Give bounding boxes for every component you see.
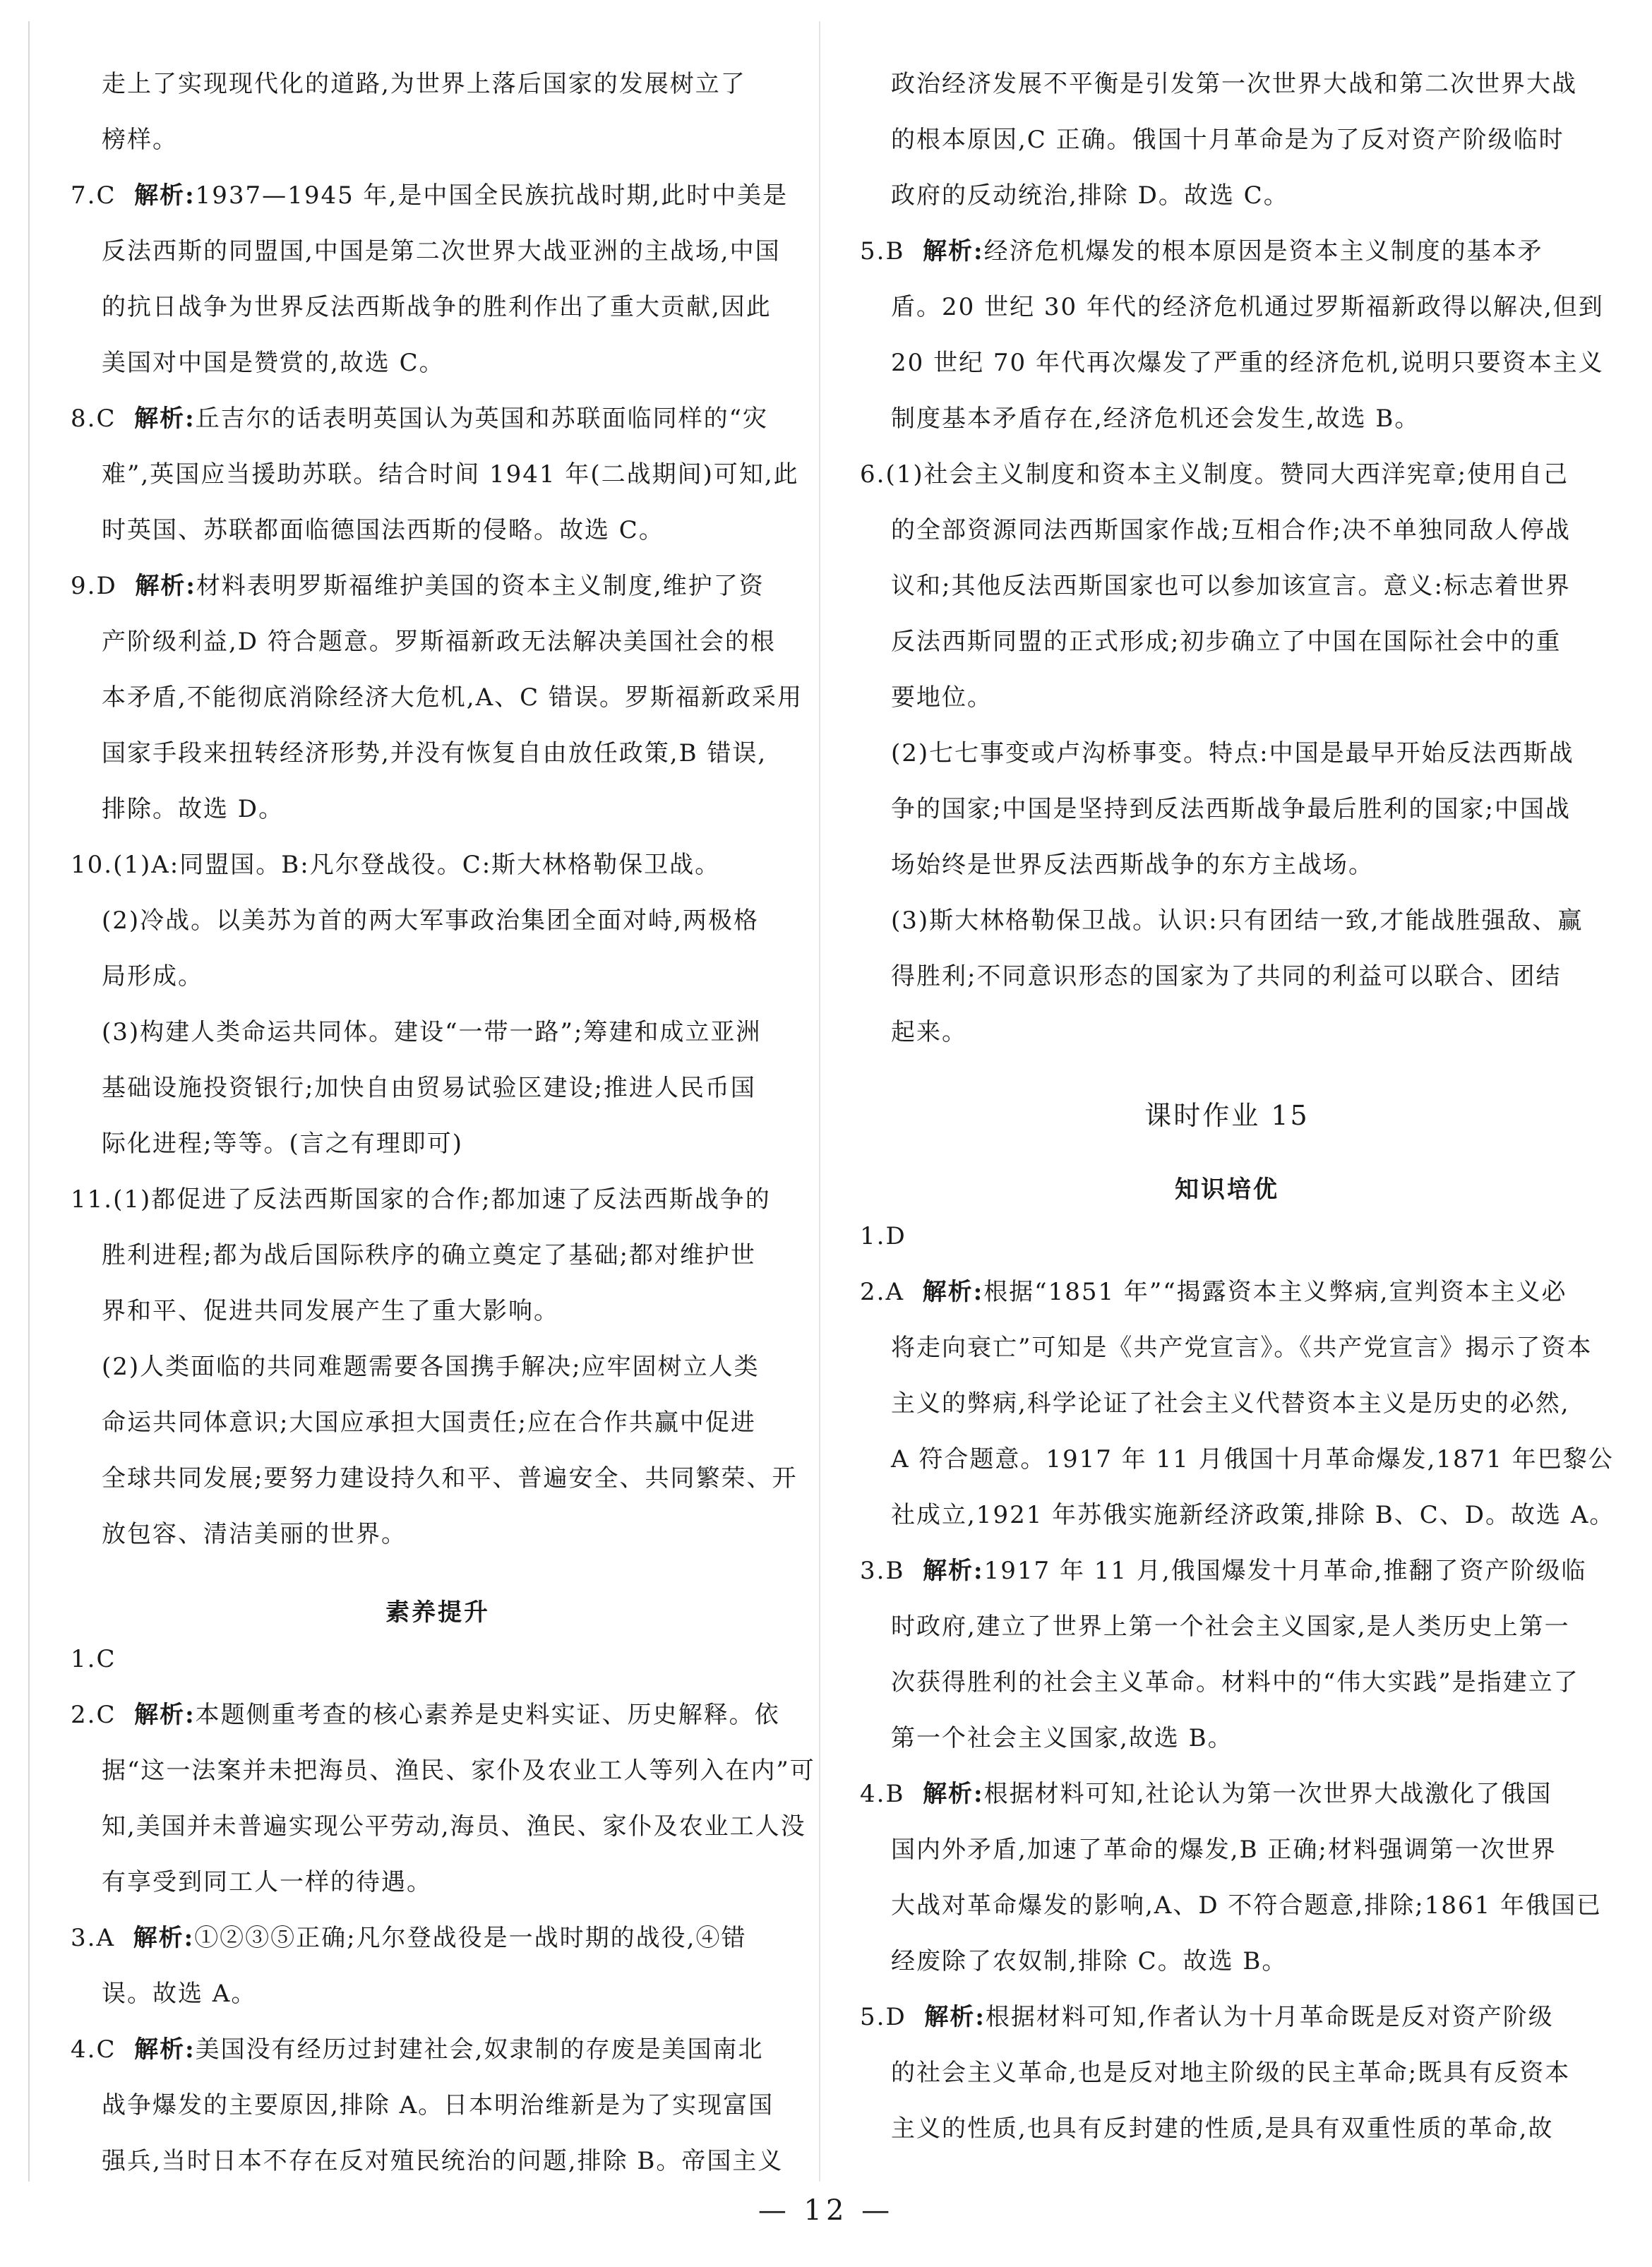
line-text: 20 世纪 70 年代再次爆发了严重的经济危机,说明只要资本主义 [891, 349, 1604, 377]
line-text: 据“这一法案并未把海员、渔民、家仆及农业工人等列入在内”可 [102, 1757, 815, 1785]
answer-number: 11. [71, 1185, 114, 1214]
subsection-heading: 素养提升 [385, 1598, 490, 1627]
line-text: 榜样。 [102, 126, 178, 154]
line-text: 社成立,1921 年苏俄实施新经济政策,排除 B、C、D。故选 A。 [891, 1501, 1615, 1529]
line-text: 排除。故选 D。 [102, 795, 285, 823]
answer-number: 4.B [860, 1780, 905, 1808]
line-text: (3)斯大林格勒保卫战。认识:只有团结一致,才能战胜强敌、赢 [891, 907, 1584, 935]
answer-text-line [860, 1726, 1594, 1782]
answer-text-line [860, 1389, 1594, 1447]
line-text: 命运共同体意识;大国应承担大国责任;应在合作共赢中促进 [102, 1408, 756, 1437]
subsection-heading: 知识培优 [1175, 1176, 1279, 1204]
line-text: 经济危机爆发的根本原因是资本主义制度的基本矛 [983, 237, 1543, 265]
answer-text-line [860, 128, 1594, 184]
line-text: 盾。20 世纪 30 年代的经济危机通过罗斯福新政得以解决,但到 [891, 293, 1604, 321]
analysis-label: 解析: [923, 1557, 984, 1585]
analysis-label: 解析: [135, 572, 196, 600]
answer-text-line [860, 407, 1594, 462]
answer-item-line [860, 1782, 1594, 1838]
answer-item-line [860, 2005, 1594, 2061]
answer-text-line [860, 72, 1594, 128]
answer-text-line [71, 72, 805, 128]
line-text: 战争爆发的主要原因,排除 A。日本明治维新是为了实现富国 [102, 2091, 774, 2119]
answer-item-line [71, 407, 805, 462]
line-text: 美国对中国是赞赏的,故选 C。 [102, 349, 445, 377]
answer-text-line [71, 351, 805, 407]
answer-number: 2.C [71, 1701, 116, 1729]
line-text: 局形成。 [102, 962, 203, 991]
answer-item-line [71, 2035, 805, 2093]
answer-text-line [71, 128, 805, 184]
line-text: ①②③⑤正确;凡尔登战役是一战时期的战役,④错 [194, 1924, 747, 1952]
line-text: 政府的反动统治,排除 D。故选 C。 [891, 181, 1289, 210]
line-text: 主义的弊病,科学论证了社会主义代替资本主义是历史的必然, [891, 1389, 1570, 1418]
line-text: 界和平、促进共同发展产生了重大影响。 [102, 1297, 559, 1325]
line-text: 的根本原因,C 正确。俄国十月革命是为了反对资产阶级临时 [891, 126, 1564, 154]
left-margin-rule [28, 21, 30, 2182]
line-text: 有享受到同工人一样的待遇。 [102, 1868, 432, 1896]
answer-number: 2.A [860, 1278, 904, 1306]
answer-number: 5.B [860, 237, 905, 265]
answer-item-line [71, 1185, 805, 1243]
line-text: 国内外矛盾,加速了革命的爆发,B 正确;材料强调第一次世界 [891, 1836, 1557, 1864]
left-column [71, 70, 815, 2205]
line-text: 起来。 [891, 1018, 967, 1046]
answer-item-line [71, 1647, 805, 1703]
answer-number: 10. [71, 851, 114, 879]
line-text: 经废除了农奴制,排除 C。故选 B。 [891, 1947, 1288, 1975]
line-text: 反法西斯同盟的正式形成;初步确立了中国在国际社会中的重 [891, 628, 1562, 656]
answer-text-line [860, 741, 1594, 797]
line-text: 放包容、清洁美丽的世界。 [102, 1520, 407, 1548]
answer-text-line [71, 1076, 805, 1132]
answer-text-line [860, 181, 1594, 239]
line-text: 政治经济发展不平衡是引发第一次世界大战和第二次世界大战 [891, 70, 1577, 98]
answer-text-line [860, 1891, 1603, 1949]
answer-item-line [860, 1224, 1594, 1280]
answer-text-line [860, 518, 1594, 574]
answer-number: 4.C [71, 2035, 116, 2064]
analysis-label: 解析: [133, 1924, 195, 1952]
line-text: 1917 年 11 月,俄国爆发十月革命,推翻了资产阶级临 [983, 1557, 1587, 1585]
answer-text-line [71, 741, 805, 797]
answer-text-line [71, 1466, 805, 1522]
answer-number: 9.D [71, 572, 117, 600]
line-text: 胜利进程;都为战后国际秩序的确立奠定了基础;都对维护世 [102, 1241, 756, 1269]
line-text: 大战对革命爆发的影响,A、D 不符合题意,排除;1861 年俄国已 [891, 1891, 1603, 1920]
answer-text-line [860, 964, 1594, 1020]
answer-number: 6. [860, 460, 886, 489]
line-text: (1)A:同盟国。B:凡尔登战役。C:斯大林格勒保卫战。 [113, 851, 721, 879]
line-text: 产阶级利益,D 符合题意。罗斯福新政无法解决美国社会的根 [102, 628, 776, 656]
answer-number: 7.C [71, 181, 116, 210]
answer-text-line [71, 2093, 805, 2149]
line-text: 本矛盾,不能彻底消除经济大危机,A、C 错误。罗斯福新政采用 [102, 683, 803, 712]
line-text: A 符合题意。1917 年 11 月俄国十月革命爆发,1871 年巴黎公 [891, 1445, 1614, 1473]
line-text: 根据材料可知,社论认为第一次世界大战激化了俄国 [983, 1780, 1552, 1808]
line-text: 场始终是世界反法西斯战争的东方主战场。 [891, 851, 1374, 879]
line-text: 时英国、苏联都面临德国法西斯的侵略。故选 C。 [102, 516, 664, 544]
answer-item-line [860, 1280, 1594, 1336]
analysis-label: 解析: [134, 1701, 196, 1729]
line-text: 际化进程;等等。(言之有理即可) [102, 1130, 463, 1158]
page-number: — 12 — [758, 2194, 894, 2227]
answer-text-line [71, 1982, 805, 2038]
answer-number: 1.D [860, 1222, 906, 1250]
line-text: 议和;其他反法西斯国家也可以参加该宣言。意义:标志着世界 [891, 572, 1571, 600]
answer-text-line [860, 1670, 1594, 1726]
analysis-label: 解析: [134, 181, 196, 210]
answer-text-line [71, 1243, 805, 1299]
line-text: (3)构建人类命运共同体。建设“一带一路”;筹建和成立亚洲 [102, 1018, 762, 1046]
answer-text-line [860, 1336, 1594, 1392]
line-text: 强兵,当时日本不存在反对殖民统治的问题,排除 B。帝国主义 [102, 2147, 784, 2175]
analysis-label: 解析: [924, 2003, 986, 2031]
answer-number: 3.A [71, 1924, 115, 1952]
line-text: 基础设施投资银行;加快自由贸易试验区建设;推进人民币国 [102, 1074, 756, 1102]
answer-text-line [71, 909, 805, 964]
analysis-label: 解析: [922, 1278, 984, 1306]
answer-text-line [71, 462, 805, 518]
line-text: 走上了实现现代化的道路,为世界上落后国家的发展树立了 [102, 70, 746, 98]
line-text: 争的国家;中国是坚持到反法西斯战争最后胜利的国家;中国战 [891, 795, 1571, 823]
answer-number: 1.C [71, 1645, 116, 1673]
answer-text-line [860, 909, 1594, 964]
answer-text-line [860, 797, 1594, 853]
line-text: 难”,英国应当援助苏联。结合时间 1941 年(二战期间)可知,此 [102, 460, 799, 489]
answer-text-line [71, 1020, 805, 1076]
answer-text-line [71, 964, 805, 1020]
answer-item-line [71, 1703, 805, 1759]
answer-text-line [71, 1408, 805, 1466]
line-text: 误。故选 A。 [102, 1980, 257, 2008]
line-text: 反法西斯的同盟国,中国是第二次世界大战亚洲的主战场,中国 [102, 237, 781, 265]
answer-text-line [71, 1355, 805, 1411]
answer-item-line [71, 574, 805, 630]
answer-text-line [860, 1501, 1615, 1559]
answer-number: 3.B [860, 1557, 905, 1585]
line-text: (1)都促进了反法西斯国家的合作;都加速了反法西斯战争的 [113, 1185, 771, 1214]
line-text: (1)社会主义制度和资本主义制度。赞同大西洋宪章;使用自己 [885, 460, 1569, 489]
line-text: 本题侧重考查的核心素养是史料实证、历史解释。依 [195, 1701, 780, 1729]
analysis-label: 解析: [134, 2035, 196, 2064]
line-text: 的全部资源同法西斯国家作战;互相合作;决不单独同敌人停战 [891, 516, 1571, 544]
answer-item-line [71, 1926, 805, 1982]
right-column [860, 70, 1615, 2172]
answer-text-line [860, 574, 1594, 630]
column-divider [819, 21, 820, 2182]
answer-text-line [860, 2061, 1594, 2117]
answer-text-line [71, 797, 805, 853]
line-text: (2)七七事变或卢沟桥事变。特点:中国是最早开始反法西斯战 [891, 739, 1574, 767]
answer-text-line [71, 295, 805, 351]
analysis-label: 解析: [134, 405, 196, 433]
answer-text-line [71, 1870, 805, 1926]
answer-text-line [71, 630, 805, 686]
line-text: 次获得胜利的社会主义革命。材料中的“伟大实践”是指建立了 [891, 1668, 1579, 1697]
answer-text-line [71, 683, 805, 741]
answer-number: 5.D [860, 2003, 906, 2031]
answer-text-line [860, 853, 1594, 909]
analysis-label: 解析: [923, 237, 984, 265]
line-text: 主义的性质,也具有反封建的性质,是具有双重性质的革命,故 [891, 2115, 1554, 2143]
line-text: (2)人类面临的共同难题需要各国携手解决;应牢固树立人类 [102, 1353, 760, 1381]
line-text: 将走向衰亡”可知是《共产党宣言》。《共产党宣言》揭示了资本 [891, 1334, 1593, 1362]
answer-item-line [71, 853, 805, 909]
line-text: 全球共同发展;要努力建设持久和平、普遍安全、共同繁荣、开 [102, 1464, 798, 1493]
line-text: 美国没有经历过封建社会,奴隶制的存废是美国南北 [195, 2035, 764, 2064]
answer-text-line [71, 1132, 805, 1188]
answer-item-line [860, 239, 1594, 295]
answer-text-line [860, 1020, 1594, 1076]
answer-text-line [71, 518, 805, 574]
line-text: 时政府,建立了世界上第一个社会主义国家,是人类历史上第一 [891, 1613, 1570, 1641]
line-text: 1937—1945 年,是中国全民族抗战时期,此时中美是 [195, 181, 789, 210]
answer-text-line [71, 239, 805, 295]
answer-text-line [860, 683, 1594, 741]
line-text: 制度基本矛盾存在,经济危机还会发生,故选 B。 [891, 405, 1420, 433]
line-text: 知,美国并未普遍实现公平劳动,海员、渔民、家仆及农业工人没 [102, 1812, 806, 1841]
answer-text-line [860, 1615, 1594, 1670]
answer-text-line [71, 1522, 805, 1578]
answer-text-line [71, 1814, 805, 1870]
line-text: 丘吉尔的话表明英国认为英国和苏联面临同样的“灾 [195, 405, 769, 433]
answer-text-line [860, 293, 1604, 351]
line-text: 要地位。 [891, 683, 993, 712]
answer-text-line [71, 1299, 805, 1355]
line-text: 第一个社会主义国家,故选 B。 [891, 1724, 1233, 1752]
answer-text-line [860, 630, 1594, 686]
answer-item-line [860, 462, 1594, 518]
analysis-label: 解析: [923, 1780, 984, 1808]
answer-text-line [860, 2117, 1594, 2172]
answer-text-line [71, 1757, 815, 1814]
line-text: 国家手段来扭转经济形势,并没有恢复自由放任政策,B 错误, [102, 739, 767, 767]
answer-text-line [860, 1949, 1594, 2005]
section-heading: 课时作业 15 [1144, 1100, 1310, 1131]
line-text: 的社会主义革命,也是反对地主阶级的民主革命;既具有反资本 [891, 2059, 1571, 2087]
line-text: 根据材料可知,作者认为十月革命既是反对资产阶级 [985, 2003, 1554, 2031]
line-text: (2)冷战。以美苏为首的两大军事政治集团全面对峙,两极格 [102, 907, 759, 935]
line-text: 根据“1851 年”“揭露资本主义弊病,宣判资本主义必 [983, 1278, 1567, 1306]
line-text: 的抗日战争为世界反法西斯战争的胜利作出了重大贡献,因此 [102, 293, 772, 321]
line-text: 材料表明罗斯福维护美国的资本主义制度,维护了资 [196, 572, 765, 600]
answer-text-line [860, 1445, 1614, 1503]
line-text: 得胜利;不同意识形态的国家为了共同的利益可以联合、团结 [891, 962, 1562, 991]
answer-text-line [860, 349, 1604, 407]
answer-number: 8.C [71, 405, 116, 433]
answer-item-line [71, 181, 805, 239]
answer-item-line [860, 1559, 1594, 1615]
answer-text-line [860, 1838, 1594, 1894]
